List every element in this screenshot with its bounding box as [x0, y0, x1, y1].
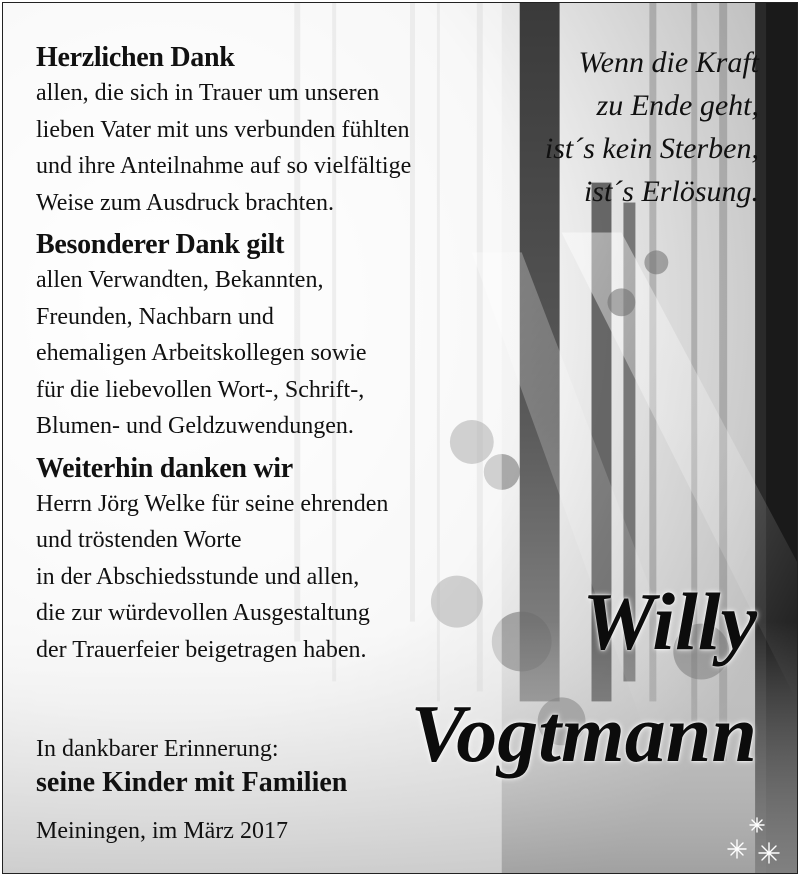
section-heading: Weiterhin danken wir: [36, 452, 293, 484]
further-thanks-section: [36, 452, 476, 669]
signature-intro: In dankbarer Erinnerung:: [36, 736, 279, 762]
thanks-text-column: [36, 41, 476, 668]
section-heading: Besonderer Dank gilt: [36, 229, 285, 260]
place-date: Meiningen, im März 2017: [36, 818, 288, 844]
deceased-first-name: Willy: [582, 576, 757, 667]
section-text: Herrn Jörg Welke für seine ehrenden und tröstenden Worte in der Abschiedsstunde und allen, die zur würdevollen Ausgestaltung der Trauerfeier beigetragen haben.: [36, 490, 389, 663]
signature-names: seine Kinder mit Familien: [36, 767, 348, 798]
section-text: allen Verwandten, Bekannten, Freunden, Nachbarn und ehemaligen Arbeitskollegen sowie für die liebevollen Wort-, Schrift-, Blumen- und Geldzuwendungen.: [36, 267, 367, 439]
special-thanks-section: [36, 228, 476, 445]
memorial-quote: Wenn die Kraft zu Ende geht, ist´s kein Sterben, ist´s Erlösung.: [544, 46, 759, 208]
obituary-card: [2, 2, 798, 874]
deceased-last-name: Vogtmann: [410, 688, 757, 779]
section-heading: Herzlichen Dank: [36, 42, 235, 73]
dandelion-seeds-icon: [717, 803, 797, 873]
thanks-section: [36, 41, 476, 221]
signature-block: [36, 733, 347, 847]
section-text: allen, die sich in Trauer um unseren lieben Vater mit uns verbunden fühlten und ihre Anteilnahme auf so vielfältige Weise zum Ausdruck brachten.: [36, 80, 412, 216]
